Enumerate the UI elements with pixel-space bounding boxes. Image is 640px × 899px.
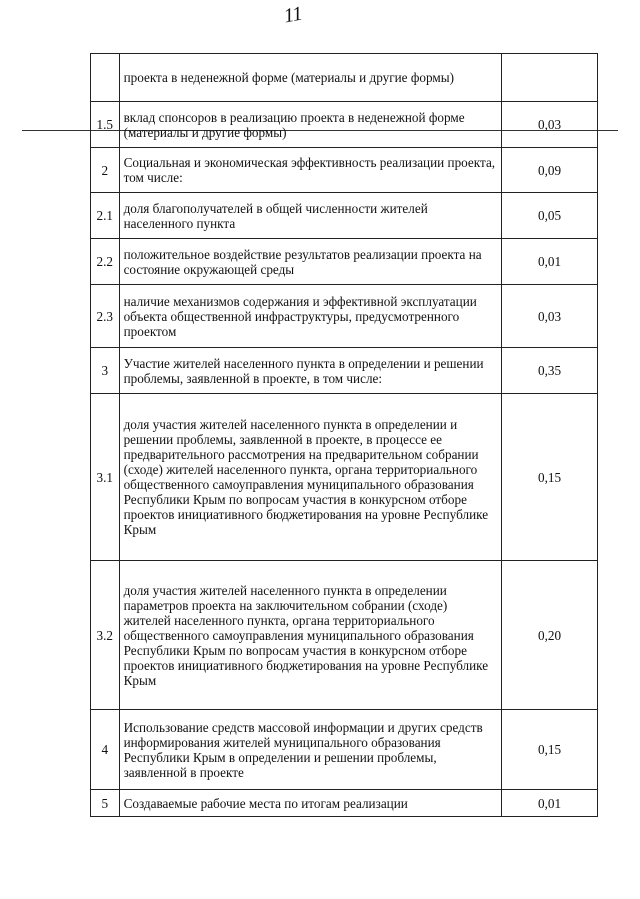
row-description: доля благополучателей в общей численности жителей населенного пункта [119,193,502,239]
table-row [91,193,598,239]
row-description: Создаваемые рабочие места по итогам реализации [119,790,502,817]
criteria-table [90,53,598,817]
row-description: проекта в неденежной форме (материалы и другие формы) [119,54,502,102]
row-number: 1.5 [91,102,120,148]
row-weight: 0,03 [502,285,598,348]
table-row [91,394,598,561]
table-row [91,710,598,790]
row-number: 3.2 [91,561,120,710]
row-weight: 0,03 [502,102,598,148]
page-number: 11 [282,2,305,28]
table-row [91,790,598,817]
row-description: доля участия жителей населенного пункта в определении параметров проекта на заключительном собрании (сходе) жителей населенного пункта, органа территориального общественного самоуправления муниципального образования Республики Крым по вопросам участия в конкурсном отборе проектов инициативного бюджетирования на уровне Республике Крым [119,561,502,710]
row-number: 2.2 [91,239,120,285]
row-number: 2.1 [91,193,120,239]
row-weight: 0,15 [502,394,598,561]
row-number [91,54,120,102]
row-weight: 0,05 [502,193,598,239]
row-weight: 0,09 [502,148,598,193]
row-description: Участие жителей населенного пункта в определении и решении проблемы, заявленной в проекте, в том числе: [119,348,502,394]
table-row [91,148,598,193]
table-row [91,239,598,285]
row-number: 2 [91,148,120,193]
row-number: 3.1 [91,394,120,561]
row-description: вклад спонсоров в реализацию проекта в неденежной форме (материалы и другие формы) [119,102,502,148]
row-weight: 0,20 [502,561,598,710]
table-row [91,285,598,348]
row-description: положительное воздействие результатов реализации проекта на состояние окружающей среды [119,239,502,285]
row-weight: 0,01 [502,239,598,285]
row-description: доля участия жителей населенного пункта в определении и решении проблемы, заявленной в проекте, в процессе ее предварительного рассмотрения на предварительном собрании (сходе) жителей населенного пункта, органа территориального общественного самоуправления муниципального образования Республики Крым по вопросам участия в конкурсном отборе проектов инициативного бюджетирования на уровне Республике Крым [119,394,502,561]
row-number: 3 [91,348,120,394]
table-row [91,54,598,102]
row-number: 2.3 [91,285,120,348]
row-description: наличие механизмов содержания и эффективной эксплуатации объекта общественной инфраструктуры, предусмотренного проектом [119,285,502,348]
table-row [91,561,598,710]
table-row [91,348,598,394]
row-weight: 0,15 [502,710,598,790]
table-row [91,102,598,148]
row-number: 5 [91,790,120,817]
row-weight: 0,01 [502,790,598,817]
row-number: 4 [91,710,120,790]
row-weight: 0,35 [502,348,598,394]
row-weight [502,54,598,102]
row-description: Социальная и экономическая эффективность реализации проекта, том числе: [119,148,502,193]
row-description: Использование средств массовой информации и других средств информирования жителей муниципального образования Республики Крым в определении и решении проблемы, заявленной в проекте [119,710,502,790]
